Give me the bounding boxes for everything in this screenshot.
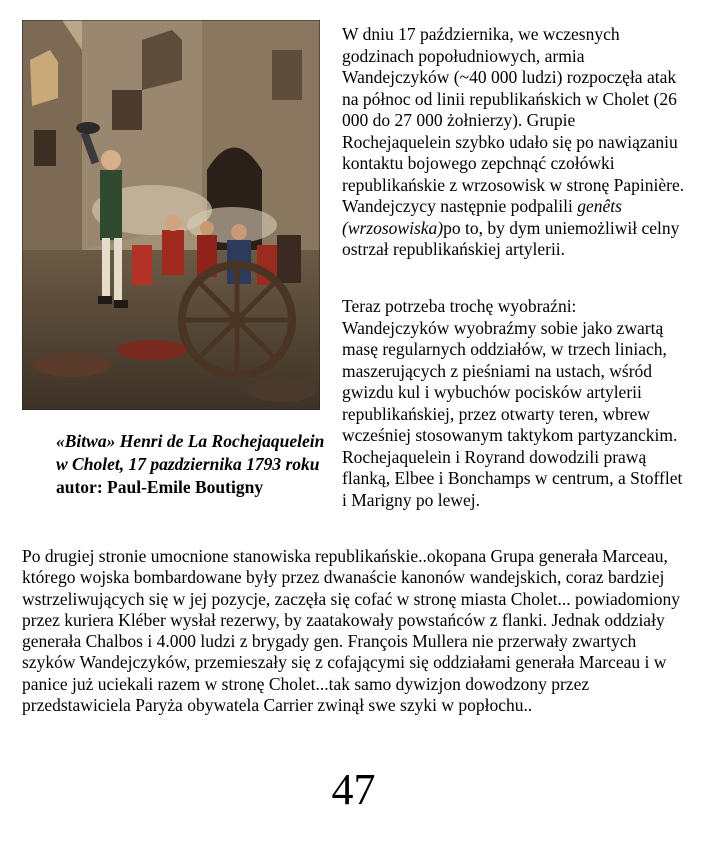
paragraph-3: Po drugiej stronie umocnione stanowiska republikańskie..okopana Grupa generała Marceau, którego wojska bombardowane były przez dwanaście kanonów wandejskich, coraz bardziej wstrzeliwujących się w jej pozycje, zaczęła się cofać w stronę miasta Cholet... powiadomiony przez kuriera Kléber wysłał rezerwy, by zaatakowały powstańców z flanki. Jednak oddziały generała Chalbos i 4.000 ludzi z brygady gen. François Mullera nie przerwały zwartych szyków Wandejczyków, przemieszały się z cofającymi się oddziałami generała Marceau i w panice już uciekali razem w stronę Cholet...tak samo dywizjon dowodzony przez przedstawiciela Paryża obywatela Carrier zwinął swe szyki w popłochu.. (22, 546, 680, 716)
battle-painting (22, 20, 320, 410)
paragraph-2: Teraz potrzeba trochę wyobraźni: Wandejczyków wyobraźmy sobie jako zwartą masę regularnych oddziałów, w trzech liniach, maszerujących z pieśniami na ustach, wśród gwizdu kul i wybuchów pocisków artylerii republikańskiej, przez otwarty teren, wbrew wcześniej stosowanym taktykom partyzanckim. Rochejaquelein i Royrand dowodzili prawą flanką, Elbee i Bonchamps w centrum, a Stofflet i Marigny po lewej. (342, 296, 683, 510)
paragraph-1-text: W dniu 17 października, we wczesnych godzinach popołudniowych, armia Wandejczyków (~40 000 ludzi) rozpoczęła atak na północ od linii republikańskich w Cholet (26 000 do 27 000 żołnierzy). Grupie Rochejaquelein szybko udało się po nawiązaniu kontaktu bojowego zepchnąć czołówki republikańskie z wrzosowisk w stronę Papinière. Wandejczycy następnie podpalili (342, 24, 685, 216)
image-caption (56, 430, 326, 499)
page-number: 47 (331, 765, 376, 814)
paragraph-1-text-end: po to, by dym uniemożliwił celny ostrzał republikańskiej artylerii. (342, 217, 680, 259)
caption-title: «Bitwa» Henri de La Rochejaquelein w Cholet, 17 pazdziernika 1793 roku (56, 431, 325, 474)
caption-author: autor: Paul-Emile Boutigny (56, 477, 264, 497)
paragraph-1 (342, 24, 687, 261)
paragraph-1-italic: genêts (wrzosowiska) (342, 196, 622, 238)
